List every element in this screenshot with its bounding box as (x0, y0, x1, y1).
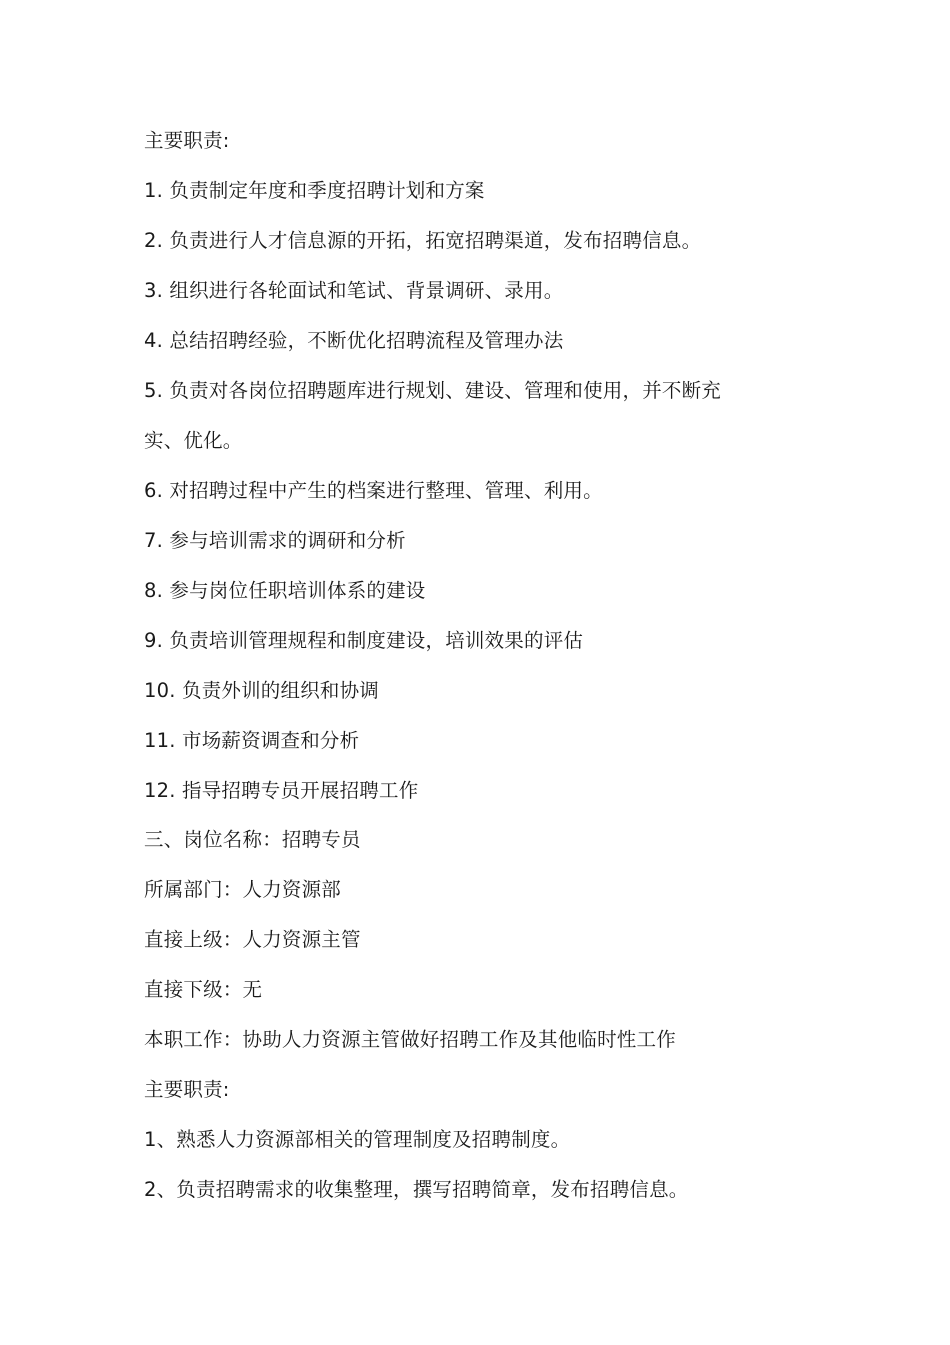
duty-item-6: 6. 对招聘过程中产生的档案进行整理、管理、利用。 (144, 479, 603, 502)
duty-item-2: 2. 负责进行人才信息源的开拓，拓宽招聘渠道，发布招聘信息。 (144, 229, 702, 252)
duty-item-11: 11. 市场薪资调查和分析 (144, 729, 360, 752)
section-heading-main-duties: 主要职责: (144, 129, 230, 152)
job-description: 本职工作：协助人力资源主管做好招聘工作及其他临时性工作 (144, 1028, 676, 1051)
duty-item-9: 9. 负责培训管理规程和制度建设，培训效果的评估 (144, 629, 584, 652)
duty-item-4: 4. 总结招聘经验，不断优化招聘流程及管理办法 (144, 329, 564, 352)
duty-item-5-continued: 实、优化。 (144, 429, 243, 452)
duty-item-1: 1. 负责制定年度和季度招聘计划和方案 (144, 179, 485, 202)
duty-item-8: 8. 参与岗位任职培训体系的建设 (144, 579, 426, 602)
duty-item-10: 10. 负责外训的组织和协调 (144, 679, 380, 702)
direct-supervisor: 直接上级：人力资源主管 (144, 928, 361, 951)
section-heading-main-duties-2: 主要职责: (144, 1078, 230, 1101)
duty-item-b2: 2、负责招聘需求的收集整理，撰写招聘简章，发布招聘信息。 (144, 1178, 689, 1201)
duty-item-3: 3. 组织进行各轮面试和笔试、背景调研、录用。 (144, 279, 564, 302)
position-title: 三、岗位名称：招聘专员 (144, 828, 361, 851)
direct-subordinate: 直接下级：无 (144, 978, 263, 1001)
department: 所属部门：人力资源部 (144, 878, 342, 901)
duty-item-7: 7. 参与培训需求的调研和分析 (144, 529, 406, 552)
duty-item-5: 5. 负责对各岗位招聘题库进行规划、建设、管理和使用，并不断充 (144, 379, 722, 402)
duty-item-b1: 1、熟悉人力资源部相关的管理制度及招聘制度。 (144, 1128, 571, 1151)
duty-item-12: 12. 指导招聘专员开展招聘工作 (144, 779, 419, 802)
